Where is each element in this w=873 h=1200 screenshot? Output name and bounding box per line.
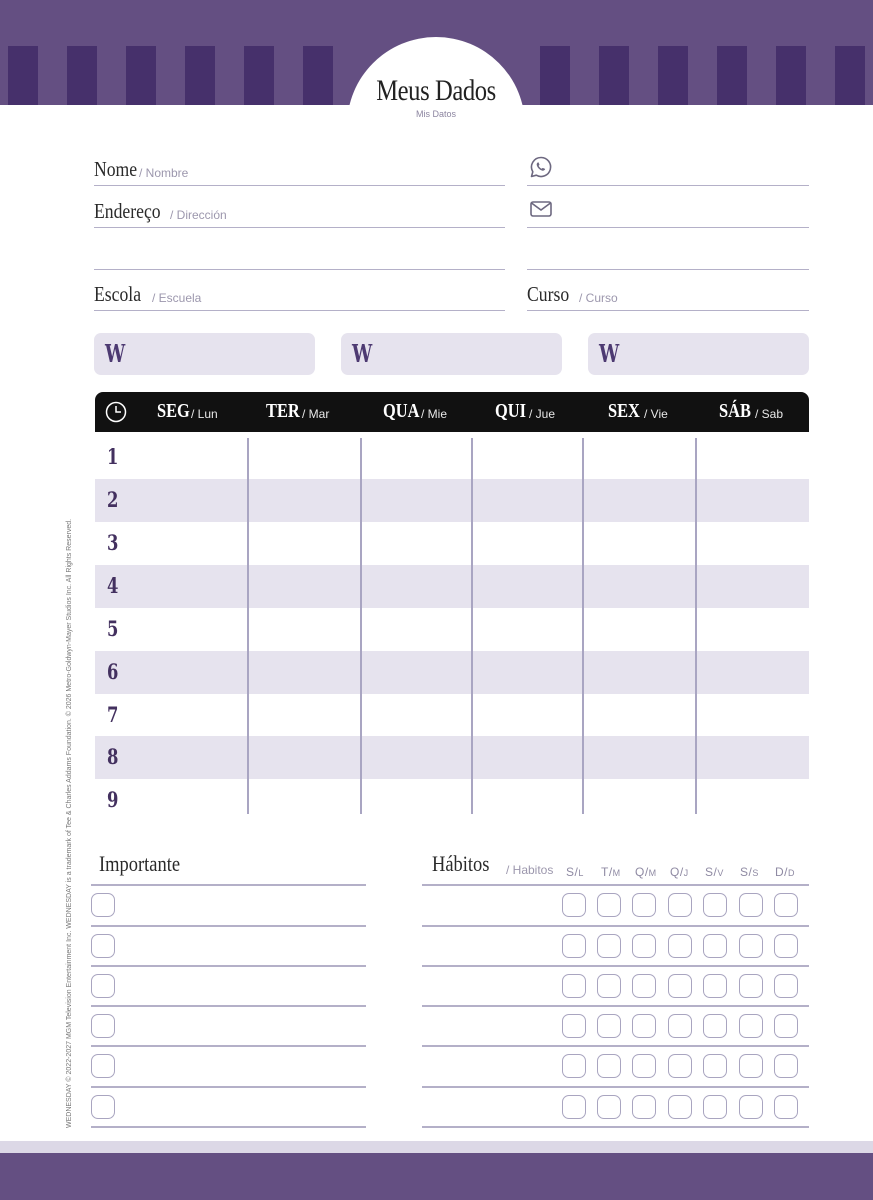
- habit-line[interactable]: [422, 1005, 809, 1007]
- day-header-qua: [383, 400, 448, 423]
- footer-strip: [0, 1141, 873, 1153]
- habit-checkbox[interactable]: [703, 893, 727, 917]
- period-number: 8: [107, 744, 119, 769]
- habit-day-main: S/: [705, 865, 718, 879]
- habit-checkbox[interactable]: [703, 1095, 727, 1119]
- page-subtitle: Mis Datos: [415, 109, 456, 119]
- habit-line[interactable]: [422, 965, 809, 967]
- habit-line[interactable]: [422, 1086, 809, 1088]
- habit-checkbox[interactable]: [597, 893, 621, 917]
- habit-checkbox[interactable]: [668, 1095, 692, 1119]
- habit-checkbox[interactable]: [774, 1054, 798, 1078]
- day-sublabel: / Lun: [191, 407, 218, 421]
- habit-checkbox[interactable]: [597, 934, 621, 958]
- column-divider: [695, 438, 697, 814]
- timetable-header: [95, 392, 809, 432]
- habit-line[interactable]: [422, 925, 809, 927]
- name-sublabel: / Nombre: [139, 166, 189, 180]
- habit-line[interactable]: [422, 1126, 809, 1128]
- habit-day-main: S/: [566, 865, 579, 879]
- whatsapp-icon: [529, 155, 553, 179]
- header-stripe: [8, 46, 38, 105]
- habit-checkbox[interactable]: [668, 974, 692, 998]
- habit-checkbox[interactable]: [739, 1095, 763, 1119]
- important-checkbox[interactable]: [91, 893, 115, 917]
- habit-day-header: [566, 863, 583, 881]
- important-line[interactable]: [91, 1086, 366, 1088]
- habit-checkbox[interactable]: [703, 1054, 727, 1078]
- habit-checkbox[interactable]: [632, 974, 656, 998]
- habit-checkbox[interactable]: [774, 893, 798, 917]
- habit-day-main: D/: [775, 865, 788, 879]
- important-checkbox[interactable]: [91, 1014, 115, 1038]
- day-header-ter: [266, 400, 330, 423]
- header-stripe: [776, 46, 806, 105]
- school-sublabel: / Escuela: [152, 291, 202, 305]
- day-sublabel: / Mie: [421, 407, 448, 421]
- email-field[interactable]: [527, 192, 809, 228]
- w-box-letter: W: [599, 339, 620, 368]
- habits-subtitle: / Habitos: [506, 863, 554, 877]
- contact-line-extra[interactable]: [527, 234, 809, 270]
- day-label: TER: [266, 400, 300, 422]
- day-label: QUA: [383, 400, 420, 422]
- column-divider: [471, 438, 473, 814]
- habit-checkbox[interactable]: [668, 934, 692, 958]
- day-header-sab: [719, 400, 784, 423]
- column-divider: [247, 438, 249, 814]
- habit-checkbox[interactable]: [562, 1014, 586, 1038]
- w-box-letter: W: [105, 339, 126, 368]
- important-line[interactable]: [91, 1126, 366, 1128]
- w-box-1[interactable]: [94, 333, 315, 375]
- habit-checkbox[interactable]: [739, 934, 763, 958]
- habit-day-sub: M: [648, 868, 657, 878]
- timetable-row[interactable]: [95, 694, 809, 737]
- footer-band: [0, 1153, 873, 1200]
- school-label-group: [94, 282, 202, 307]
- timetable-row[interactable]: [95, 436, 809, 479]
- important-line[interactable]: [91, 1045, 366, 1047]
- course-sublabel: / Curso: [579, 291, 618, 305]
- timetable-row[interactable]: [95, 736, 809, 779]
- habit-checkbox[interactable]: [739, 974, 763, 998]
- timetable-row[interactable]: [95, 779, 809, 822]
- header-stripe: [303, 46, 333, 105]
- habits-title: Hábitos: [432, 851, 490, 876]
- important-line[interactable]: [91, 925, 366, 927]
- habit-checkbox[interactable]: [562, 1054, 586, 1078]
- habit-day-header: [705, 863, 723, 881]
- habit-day-main: T/: [601, 865, 613, 879]
- w-box-letter: W: [352, 339, 373, 368]
- habit-checkbox[interactable]: [597, 974, 621, 998]
- habit-day-header: [635, 863, 656, 881]
- header-stripe: [599, 46, 629, 105]
- w-box-3[interactable]: [588, 333, 809, 375]
- column-divider: [360, 438, 362, 814]
- day-header-qui: [495, 400, 556, 423]
- habit-day-header: [670, 863, 688, 881]
- habit-checkbox[interactable]: [774, 974, 798, 998]
- habit-checkbox[interactable]: [668, 1054, 692, 1078]
- address-line-2[interactable]: [94, 234, 505, 270]
- habit-checkbox[interactable]: [668, 893, 692, 917]
- habit-day-main: S/: [740, 865, 753, 879]
- address-label: Endereço: [94, 199, 161, 223]
- clock-icon: [105, 401, 127, 423]
- habit-day-sub: V: [717, 868, 724, 878]
- address-label-group: [94, 199, 227, 224]
- habit-day-header: [740, 863, 758, 881]
- period-number: 7: [107, 702, 119, 727]
- day-sublabel: / Vie: [644, 407, 668, 421]
- important-checkbox[interactable]: [91, 974, 115, 998]
- habit-checkbox[interactable]: [597, 1054, 621, 1078]
- address-sublabel: / Dirección: [170, 208, 227, 222]
- day-header-sex: [608, 400, 668, 423]
- page-title: Meus Dados: [376, 74, 496, 107]
- habit-day-sub: L: [578, 868, 584, 878]
- timetable-row[interactable]: [95, 651, 809, 694]
- important-title: Importante: [99, 851, 181, 876]
- timetable-row[interactable]: [95, 479, 809, 522]
- habit-day-header: [601, 863, 620, 881]
- habit-checkbox[interactable]: [703, 934, 727, 958]
- habit-checkbox[interactable]: [739, 893, 763, 917]
- habit-day-main: Q/: [635, 865, 649, 879]
- header-stripe: [658, 46, 688, 105]
- habit-checkbox[interactable]: [562, 934, 586, 958]
- course-label: Curso: [527, 282, 570, 306]
- period-number: 3: [107, 530, 119, 555]
- habit-checkbox[interactable]: [774, 1014, 798, 1038]
- habit-checkbox[interactable]: [562, 974, 586, 998]
- important-checkbox[interactable]: [91, 934, 115, 958]
- habit-checkbox[interactable]: [703, 974, 727, 998]
- header-stripe: [540, 46, 570, 105]
- header-stripe: [126, 46, 156, 105]
- period-number: 9: [107, 787, 119, 812]
- habit-checkbox[interactable]: [774, 934, 798, 958]
- timetable-row[interactable]: [95, 522, 809, 565]
- address-field[interactable]: [94, 192, 505, 228]
- period-number: 2: [107, 487, 119, 512]
- mail-icon: [529, 197, 553, 221]
- timetable-row[interactable]: [95, 565, 809, 608]
- important-checkbox[interactable]: [91, 1095, 115, 1119]
- important-line[interactable]: [91, 965, 366, 967]
- header-stripe: [717, 46, 747, 105]
- important-checkbox[interactable]: [91, 1054, 115, 1078]
- period-number: 5: [107, 616, 119, 641]
- timetable-row[interactable]: [95, 608, 809, 651]
- habit-day-sub: J: [683, 868, 689, 878]
- habit-line: [422, 884, 809, 886]
- habit-day-sub: M: [612, 868, 621, 878]
- habit-day-sub: S: [752, 868, 759, 878]
- school-label: Escola: [94, 282, 142, 306]
- important-line[interactable]: [91, 1005, 366, 1007]
- day-label: SÁB: [719, 400, 751, 422]
- header-stripe: [835, 46, 865, 105]
- day-label: QUI: [495, 400, 526, 422]
- habit-checkbox[interactable]: [668, 1014, 692, 1038]
- habit-checkbox[interactable]: [597, 1095, 621, 1119]
- column-divider: [582, 438, 584, 814]
- habit-day-header: [775, 863, 795, 881]
- habit-checkbox[interactable]: [739, 1014, 763, 1038]
- copyright-notice: WEDNESDAY © 2022-2027 MGM Television Entertainment Inc. WEDNESDAY is a trademark of Tee & Charles Addams Foundation. © 2026 Metro-Goldwyn-Mayer Studios Inc. All Rights Reserved.: [66, 518, 73, 1128]
- habit-checkbox[interactable]: [632, 934, 656, 958]
- habit-checkbox[interactable]: [774, 1095, 798, 1119]
- habit-day-main: Q/: [670, 865, 684, 879]
- course-field[interactable]: [527, 276, 809, 311]
- header-stripe: [67, 46, 97, 105]
- day-label: SEX: [608, 400, 640, 422]
- phone-field[interactable]: [527, 150, 809, 186]
- habit-checkbox[interactable]: [703, 1014, 727, 1038]
- name-label-group: [94, 157, 189, 182]
- day-header-seg: [157, 400, 218, 423]
- school-field[interactable]: [94, 276, 505, 311]
- habit-checkbox[interactable]: [632, 1054, 656, 1078]
- habit-checkbox[interactable]: [597, 1014, 621, 1038]
- habit-checkbox[interactable]: [562, 1095, 586, 1119]
- header-stripe: [244, 46, 274, 105]
- habit-day-sub: D: [788, 868, 795, 878]
- name-field[interactable]: [94, 150, 505, 186]
- course-label-group: [527, 282, 618, 307]
- w-box-2[interactable]: [341, 333, 562, 375]
- day-label: SEG: [157, 400, 190, 422]
- day-sublabel: / Sab: [755, 407, 784, 421]
- important-line: [91, 884, 366, 886]
- name-label: Nome: [94, 157, 138, 181]
- day-sublabel: / Jue: [529, 407, 556, 421]
- habit-checkbox[interactable]: [562, 893, 586, 917]
- period-number: 1: [107, 444, 119, 469]
- period-number: 4: [107, 573, 119, 598]
- habit-checkbox[interactable]: [632, 1014, 656, 1038]
- habit-checkbox[interactable]: [632, 1095, 656, 1119]
- habit-line[interactable]: [422, 1045, 809, 1047]
- habit-checkbox[interactable]: [632, 893, 656, 917]
- habit-checkbox[interactable]: [739, 1054, 763, 1078]
- period-number: 6: [107, 659, 119, 684]
- header-stripe: [185, 46, 215, 105]
- day-sublabel: / Mar: [302, 407, 330, 421]
